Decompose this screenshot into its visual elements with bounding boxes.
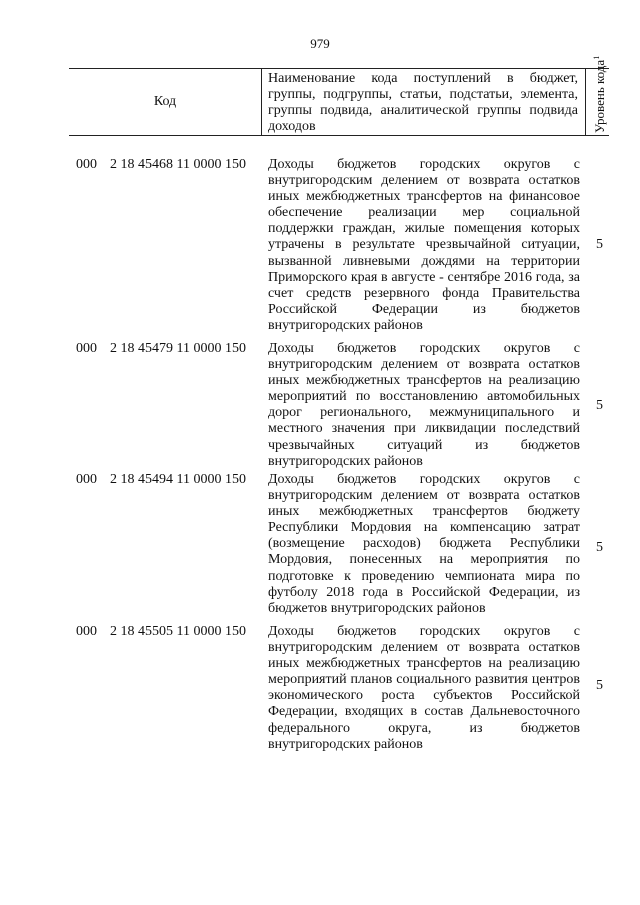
row-level: 5 bbox=[596, 398, 603, 413]
header-level-footnote: 1 bbox=[591, 55, 601, 60]
header-name: Наименование кода поступлений в бюджет, группы, подгруппы, статьи, подстатьи, элемента, группы подвида, аналитической группы подвида доходов bbox=[268, 71, 578, 134]
row-code bbox=[76, 341, 246, 357]
row-budget-code: 2 18 45505 11 0000 150 bbox=[110, 624, 246, 639]
row-code bbox=[76, 157, 246, 173]
row-budget-code: 2 18 45468 11 0000 150 bbox=[110, 157, 246, 172]
row-level: 5 bbox=[596, 237, 603, 252]
row-name: Доходы бюджетов городских округов с внутригородским делением от возврата остатков иных межбюджетных трансфертов на реализацию мероприятий по восстановлению автомобильных дорог регионального, межмуниципального и местного значения при ликвидации последствий чрезвычайных ситуаций из бюджетов внутригородских районов bbox=[268, 341, 580, 469]
row-name: Доходы бюджетов городских округов с внутригородским делением от возврата остатков иных межбюджетных трансфертов на реализацию мероприятий планов социального развития центров экономического роста субъектов Российской Федерации, входящих в состав Дальневосточного федерального округа, из бюджетов внутригородских районов bbox=[268, 624, 580, 752]
row-budget-code: 2 18 45479 11 0000 150 bbox=[110, 341, 246, 356]
row-admin: 000 bbox=[76, 341, 97, 356]
row-level: 5 bbox=[596, 540, 603, 555]
row-level: 5 bbox=[596, 678, 603, 693]
row-admin: 000 bbox=[76, 157, 97, 172]
row-admin: 000 bbox=[76, 624, 97, 639]
header-code: Код bbox=[69, 69, 262, 135]
header-level-text: Уровень кода bbox=[592, 59, 608, 133]
row-name: Доходы бюджетов городских округов с внутригородским делением от возврата остатков иных межбюджетных трансфертов на финансовое обеспечение реализации мер социальной поддержки граждан, жилые помещения которых утрачены в результате чрезвычайной ситуации, вызванной ливневыми дождями на территории Приморского края в августе - сентябре 2016 года, за счет средств резервного фонда Правительства Российской Федерации из бюджетов внутригородских районов bbox=[268, 157, 580, 333]
row-code bbox=[76, 624, 246, 640]
row-admin: 000 bbox=[76, 472, 97, 487]
header-level-label bbox=[590, 55, 608, 133]
page-number: 979 bbox=[310, 36, 330, 51]
row-budget-code: 2 18 45494 11 0000 150 bbox=[110, 472, 246, 487]
header-level bbox=[585, 55, 610, 135]
row-code bbox=[76, 472, 246, 488]
table-header bbox=[69, 55, 609, 136]
row-name: Доходы бюджетов городских округов с внутригородским делением от возврата остатков иных межбюджетных трансфертов бюджету Республики Мордовия на компенсацию затрат (возмещение расходов) бюджета Республики Мордовия, понесенных на мероприятия по подготовке к проведению чемпионата мира по футболу 2018 года в Российской Федерации, из бюджетов внутригородских районов bbox=[268, 472, 580, 616]
